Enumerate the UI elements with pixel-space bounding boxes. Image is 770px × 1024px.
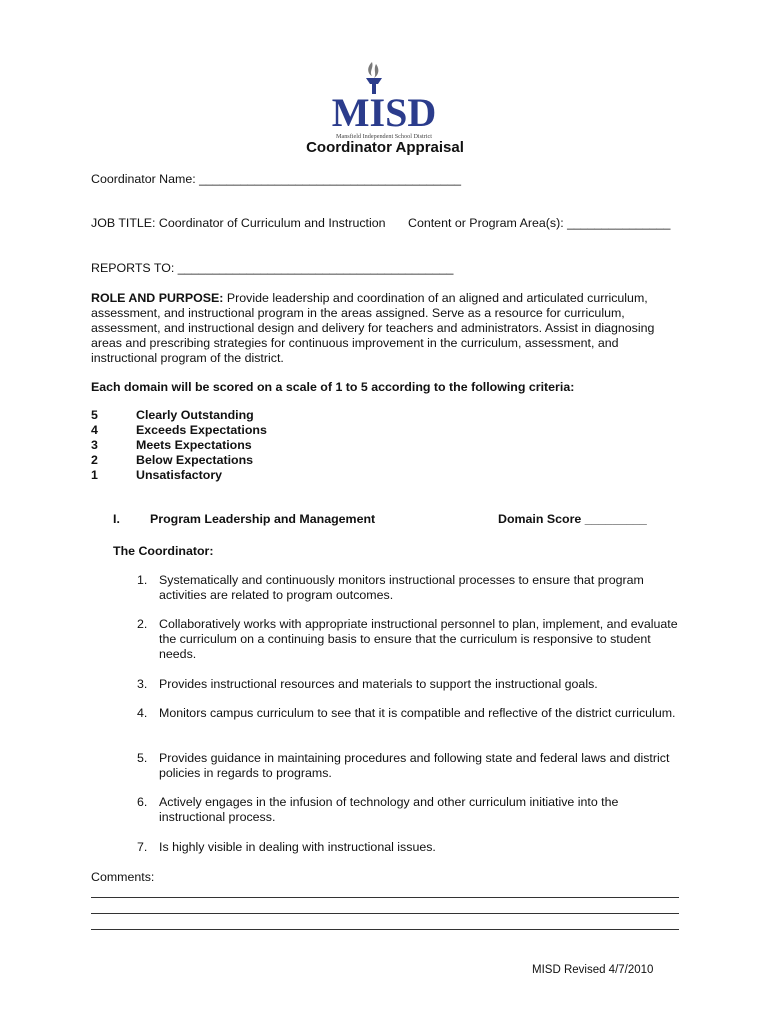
footer-revision: MISD Revised 4/7/2010 bbox=[532, 964, 654, 976]
list-item: 5. Provides guidance in maintaining procedures and following state and federal laws and district policies in regards to programs. bbox=[137, 751, 670, 780]
content-area-field[interactable]: Content or Program Area(s): _______________ bbox=[408, 216, 671, 230]
scale-row: 4 Exceeds Expectations bbox=[91, 423, 267, 437]
scale-row: 3 Meets Expectations bbox=[91, 438, 252, 452]
domain-score-field[interactable]: Domain Score _________ bbox=[498, 512, 647, 526]
role-text: Provide leadership and coordination of an aligned and articulated curriculum, assessment, and instructional program in the areas assigned. Serve as a resource for curriculum, assessment, and instructional design and delivery for teachers and administrators. Assist in diagnosing areas and prescribing strategies for continuous improvement in the curriculum, assessment, and instructional program of the district. bbox=[91, 291, 655, 365]
criteria-heading: Each domain will be scored on a scale of 1 to 5 according to the following criteria: bbox=[91, 380, 575, 394]
scale-row: 5 Clearly Outstanding bbox=[91, 408, 254, 422]
section-numeral: I. bbox=[113, 512, 120, 526]
list-item: 6. Actively engages in the infusion of technology and other curriculum initiative into the instructional process. bbox=[137, 795, 619, 824]
comment-line[interactable] bbox=[91, 929, 679, 930]
role-and-purpose bbox=[91, 291, 681, 366]
role-label: ROLE AND PURPOSE: bbox=[91, 291, 224, 305]
logo-subtitle: Mansfield Independent School District bbox=[335, 133, 433, 140]
scale-row: 1 Unsatisfactory bbox=[91, 468, 223, 482]
scale-row: 2 Below Expectations bbox=[91, 453, 254, 467]
job-title: JOB TITLE: Coordinator of Curriculum and Instruction bbox=[91, 216, 386, 230]
comment-line[interactable] bbox=[91, 913, 679, 914]
list-item: 4. Monitors campus curriculum to see that it is compatible and reflective of the district curriculum. bbox=[137, 706, 676, 720]
list-item: 7. Is highly visible in dealing with instructional issues. bbox=[137, 840, 436, 854]
comments-label: Comments: bbox=[91, 870, 155, 884]
list-item: 3. Provides instructional resources and materials to support the instructional goals. bbox=[137, 677, 598, 691]
list-item: 1. Systematically and continuously monitors instructional processes to ensure that program activities are related to program outcomes. bbox=[137, 573, 644, 602]
reports-to-field[interactable]: REPORTS TO: ________________________________________ bbox=[91, 261, 454, 275]
list-item: 2. Collaboratively works with appropriate instructional personnel to plan, implement, and evaluate the curriculum on a continuing basis to ensure that the curriculum is responsive to student needs. bbox=[137, 617, 678, 661]
section-subheading: The Coordinator: bbox=[113, 544, 214, 558]
page-title: Coordinator Appraisal bbox=[306, 139, 464, 156]
comment-line[interactable] bbox=[91, 897, 679, 898]
section-title: Program Leadership and Management bbox=[150, 512, 376, 526]
logo-text: MISD bbox=[331, 90, 437, 135]
misd-logo bbox=[322, 60, 446, 142]
coordinator-name-field[interactable]: Coordinator Name: ______________________________________ bbox=[91, 172, 461, 186]
